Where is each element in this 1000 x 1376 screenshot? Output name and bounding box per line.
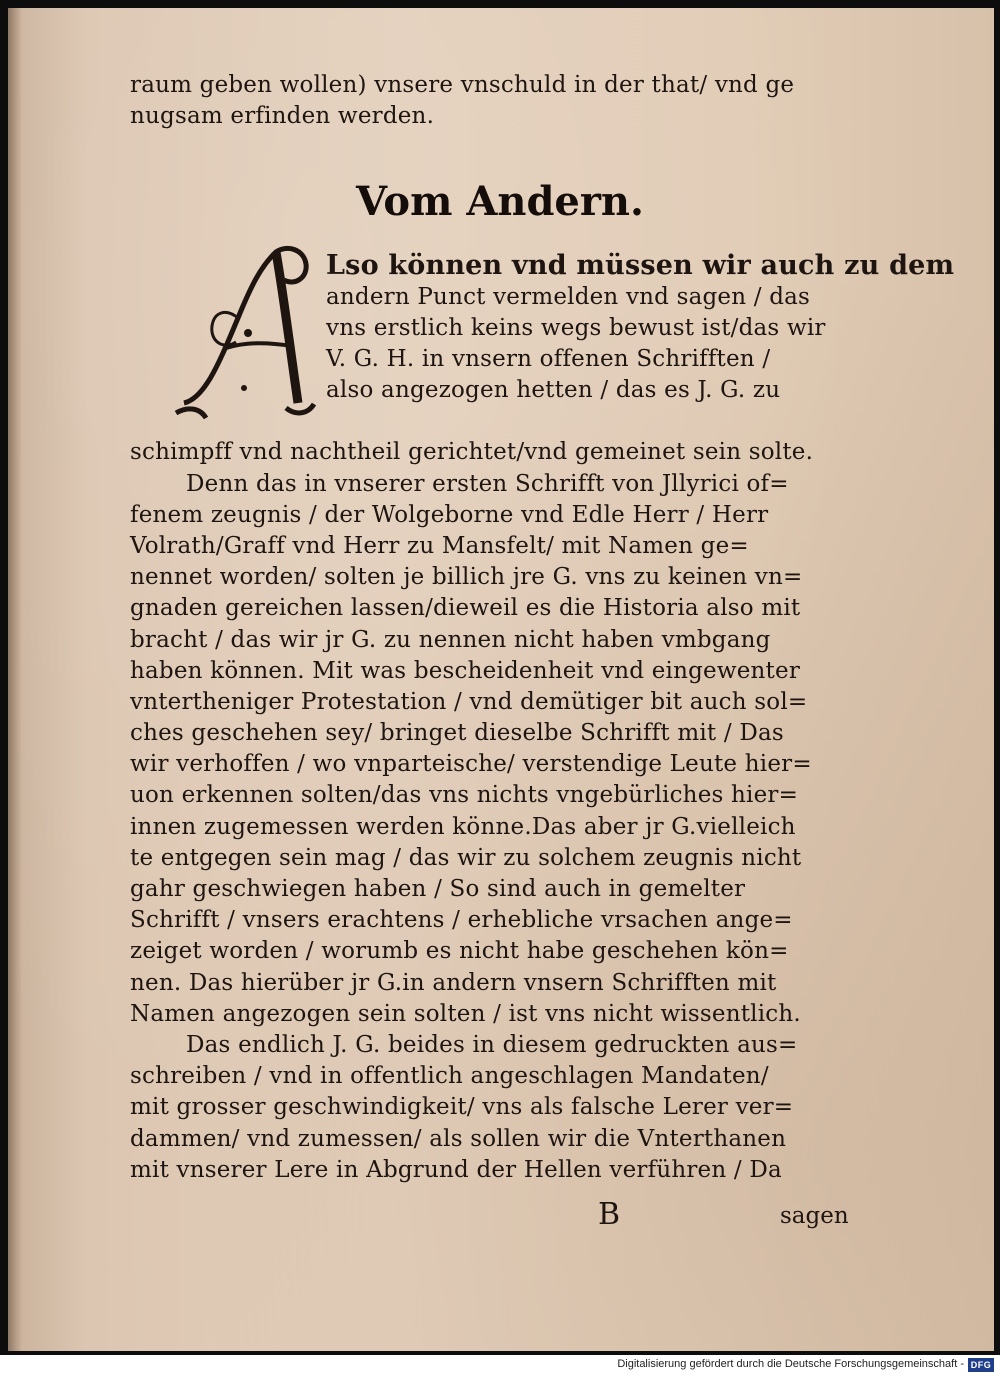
text-line: schimpff vnd nachtheil gerichtet/vnd gemeinet sein solte. [130, 439, 814, 466]
text-line: raum geben wollen) vnsere vnschuld in der that/ vnd ge [130, 72, 795, 98]
text-line: V. G. H. in vnsern offenen Schrifften / [326, 345, 771, 372]
text-line: andern Punct vermelden vnd sagen / das [326, 283, 811, 310]
text-block [130, 70, 955, 1186]
section-heading: Vom Andern. [356, 178, 644, 226]
text-line: gahr geschwiegen haben / So sind auch in gemelter [130, 876, 746, 902]
text-line: wir verhoffen / wo vnparteische/ verstendige Leute hier= [130, 751, 812, 778]
catchword: sagen [780, 1203, 849, 1229]
text-line: Volrath/Graff vnd Herr zu Mansfelt/ mit Namen ge= [130, 532, 749, 559]
text-line: Lso können vnd müssen wir auch zu dem [326, 250, 955, 282]
text-line: uon erkennen solten/das vns nichts vngebürliches hier= [130, 782, 799, 809]
text-line: dammen/ vnd zumessen/ als sollen wir die Vnterthanen [130, 1125, 787, 1152]
text-line: Das endlich J. G. beides in diesem gedruckten aus= [186, 1031, 798, 1058]
text-line: also angezogen hetten / das es J. G. zu [326, 377, 781, 404]
decorated-initial-a [166, 238, 316, 428]
text-line: zeiget worden / worumb es nicht habe geschehen kön= [130, 938, 789, 965]
text-line: fenem zeugnis / der Wolgeborne vnd Edle Herr / Herr [130, 501, 769, 528]
text-line: mit vnserer Lere in Abgrund der Hellen verführen / Da [130, 1156, 782, 1183]
book-page [8, 8, 994, 1351]
text-line: nen. Das hierüber jr G.in andern vnsern Schrifften mit [130, 969, 777, 996]
text-line: Denn das in vnserer ersten Schrifft von Jllyrici of= [186, 470, 789, 497]
text-line: te entgegen sein mag / das wir zu solchem zeugnis nicht [130, 844, 802, 871]
dfg-logo[interactable]: DFG [968, 1358, 994, 1372]
text-line: Namen angezogen sein solten / ist vns nicht wissentlich. [130, 1000, 801, 1027]
page-gutter [8, 8, 22, 1351]
body-text [130, 437, 870, 1186]
text-line: gnaden gereichen lassen/dieweil es die Historia also mit [130, 595, 801, 622]
footer-bar [0, 1355, 1000, 1376]
text-line: bracht / das wir jr G. zu nennen nicht haben vmbgang [130, 626, 771, 653]
funding-notice: Digitalisierung gefördert durch die Deutsche Forschungsgemeinschaft - [617, 1358, 964, 1370]
text-line: schreiben / vnd in offentlich angeschlagen Mandaten/ [130, 1063, 769, 1090]
signature-mark: B [598, 1197, 621, 1232]
text-line: mit grosser geschwindigkeit/ vns als falsche Lerer ver= [130, 1094, 794, 1121]
text-line: haben können. Mit was bescheidenheit vnd eingewenter [130, 657, 801, 684]
page-bottom-marks [8, 1197, 994, 1237]
text-line: vns erstlich keins wegs bewust ist/das wir [326, 314, 826, 341]
initial-lines [326, 250, 955, 406]
initial-paragraph [130, 250, 955, 437]
text-line: innen zugemessen werden könne.Das aber jr G.vielleich [130, 813, 796, 840]
text-line: Schrifft / vnsers erachtens / erhebliche vrsachen ange= [130, 907, 793, 934]
text-line: nennet worden/ solten je billich jre G. vns zu keinen vn= [130, 564, 803, 591]
text-line: nugsam erfinden werden. [130, 103, 435, 130]
text-line: ches geschehen sey/ bringet dieselbe Schrifft mit / Das [130, 720, 784, 747]
text-line: vntertheniger Protestation / vnd demütiger bit auch sol= [130, 688, 808, 715]
